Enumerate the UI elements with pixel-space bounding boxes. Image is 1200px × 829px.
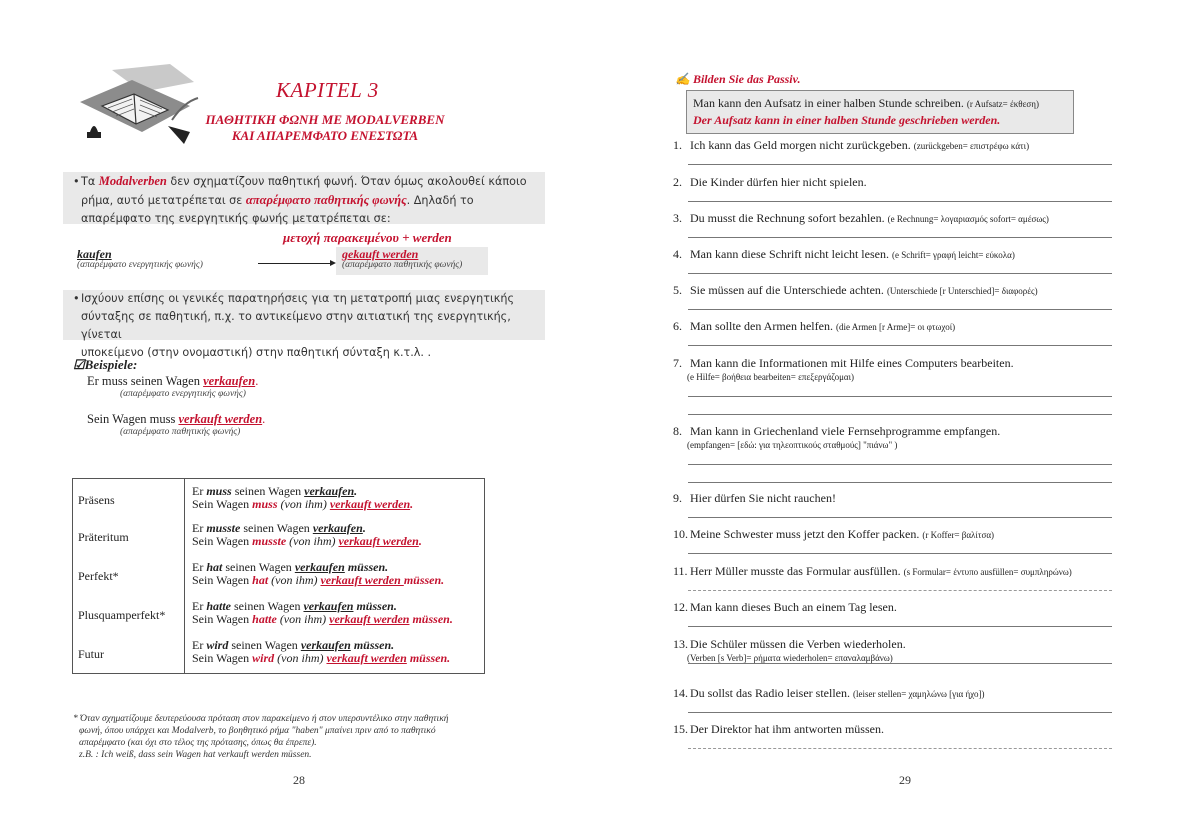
text: Sein Wagen <box>192 533 253 548</box>
chapter-title: KAPITEL 3 <box>276 78 379 102</box>
item-number: 7. <box>673 356 682 370</box>
passive-sentence <box>192 535 483 548</box>
tense-name: Plusquamperfekt* <box>73 596 185 635</box>
item-number: 13. <box>673 637 688 651</box>
text: Sein Wagen <box>192 497 253 511</box>
text: . <box>262 412 266 426</box>
answer-line[interactable] <box>688 590 1112 591</box>
item-number: 5. <box>673 283 682 297</box>
text: (von ihm) <box>286 533 339 548</box>
example-active-note: (απαρέμφατο ενεργητικής φωνής) <box>120 389 246 399</box>
text: müssen. <box>344 559 389 574</box>
red-verb: verkaufen <box>203 374 256 388</box>
beispiele-heading <box>73 357 137 373</box>
emphasis-modalverben: Modalverben <box>98 174 167 188</box>
modal-verb: musste <box>206 520 241 535</box>
answer-line[interactable] <box>688 482 1112 483</box>
participle-werden-label: μετοχή παρακειμένου + werden <box>283 230 452 245</box>
item-sentence: Man kann die Informationen mit Hilfe eines Computers bearbeiten. <box>690 356 1014 370</box>
answer-line[interactable] <box>688 396 1112 397</box>
text: müssen. <box>353 598 397 613</box>
passive-sentence <box>192 574 483 587</box>
text: . Δηλαδή το <box>406 194 474 207</box>
kaufen-word: kaufen <box>77 247 112 261</box>
pencil-icon: ✍ <box>675 72 690 86</box>
item-number: 11. <box>673 564 688 578</box>
text: Er <box>192 637 207 652</box>
check-box-icon: ☑ <box>73 357 85 372</box>
text: Ισχύουν επίσης οι γενικές παρατηρήσεις για τη μετατροπή μιας ενεργητικής <box>81 292 515 305</box>
item-number: 12. <box>673 600 688 614</box>
passive-sentence <box>192 613 483 626</box>
example-passive <box>87 412 265 427</box>
passive-sentence <box>192 498 483 511</box>
example-box <box>686 90 1074 134</box>
text: . <box>418 533 422 548</box>
footnote-line: φωνή, όπου υπάρχει και Modalverb, το βοηθητικό ρήμα "haben" μπαίνει πριν από το παθητικό <box>79 726 436 736</box>
item-sentence: Die Schüler müssen die Verben wiederholen. <box>690 637 906 651</box>
modal-verb: hatte <box>206 598 231 613</box>
beispiele-label: Beispiele: <box>84 357 138 372</box>
exercise-heading <box>675 72 801 87</box>
item-sentence: Meine Schwester muss jetzt den Koffer packen. <box>690 527 920 541</box>
answer-line[interactable] <box>688 414 1112 415</box>
chapter-subtitle-line1: ΠΑΘΗΤΙΚΗ ΦΩΝΗ ΜΕ MODALVERBEN <box>205 112 445 127</box>
text: υποκείμενο (στην ονομαστική) στην παθητική σύνταξη κ.τ.λ. . <box>81 346 432 359</box>
bullet-modalverben <box>63 172 545 224</box>
example-passive-note: (απαρέμφατο παθητικής φωνής) <box>120 427 241 437</box>
item-number: 8. <box>673 424 682 438</box>
text: (von ihm) <box>268 572 321 587</box>
item-number: 15. <box>673 722 688 736</box>
text: Sein Wagen <box>192 650 253 665</box>
tense-row <box>73 518 485 557</box>
answer-line[interactable] <box>688 201 1112 202</box>
exercise-item <box>673 722 1113 737</box>
text: seinen Wagen <box>240 520 313 535</box>
item-note: (s Formular= έντυπο ausfüllen= συμπληρώνω) <box>903 567 1072 577</box>
item-number: 6. <box>673 319 682 333</box>
answer-line[interactable] <box>688 345 1112 346</box>
item-number: 9. <box>673 491 682 505</box>
passive-infinitive-note: (απαρέμφατο παθητικής φωνής) <box>342 260 463 270</box>
tense-row <box>73 635 485 674</box>
exercise-item <box>673 637 1113 664</box>
infinitive: verkaufen <box>304 484 355 498</box>
item-note: (leiser stellen= χαμηλώνω [για ήχο]) <box>852 689 985 699</box>
text: müssen. <box>350 637 395 652</box>
text: σύνταξης σε παθητική, π.χ. το αντικείμενο στην αιτιατική της ενεργητικής, γίνεται <box>81 310 511 341</box>
exercise-item <box>673 138 1113 154</box>
tense-examples <box>185 635 485 674</box>
tense-examples <box>185 557 485 596</box>
active-infinitive-block <box>77 247 203 270</box>
text: (von ihm) <box>274 650 327 665</box>
modal-verb: muss <box>206 484 232 498</box>
text: δεν σχηματίζουν παθητική φωνή. Όταν όμως ακολουθεί κάποιο <box>166 175 527 188</box>
item-sentence: Sie müssen auf die Unterschiede achten. <box>690 283 884 297</box>
books-and-inkpot-illustration <box>72 62 202 148</box>
example-note: (r Aufsatz= έκθεση) <box>966 99 1039 109</box>
text: müssen. <box>403 572 445 587</box>
passive-infinitive: verkauft werden <box>326 650 407 665</box>
page-number: 29 <box>899 773 911 787</box>
item-sentence: Der Direktor hat ihm antworten müssen. <box>690 722 884 736</box>
item-note: (Unterschiede [r Unterschied]= διαφορές) <box>886 286 1038 296</box>
passive-infinitive: verkauft werden <box>329 611 410 626</box>
text: . <box>410 497 414 511</box>
text: Er <box>192 520 207 535</box>
exercise-item <box>673 600 1113 615</box>
right-page <box>600 0 1200 829</box>
tense-examples <box>185 596 485 635</box>
exercise-heading-label: Bilden Sie das Passiv. <box>692 72 801 86</box>
tense-name: Perfekt* <box>73 557 185 596</box>
chapter-subtitle <box>205 112 445 144</box>
tense-name: Präteritum <box>73 518 185 557</box>
bullet-general-remarks <box>63 290 545 359</box>
exercise-item <box>673 564 1113 580</box>
item-number: 14. <box>673 686 688 700</box>
answer-line[interactable] <box>688 237 1112 238</box>
exercise-item <box>673 527 1113 543</box>
tense-row <box>73 479 485 518</box>
text: Er <box>192 598 207 613</box>
item-note: (e Rechnung= λογαριασμός sofort= αμέσως) <box>887 214 1049 224</box>
item-number: 2. <box>673 175 682 189</box>
modal-verb: hatte <box>252 611 277 626</box>
infinitive: verkaufen <box>312 520 363 535</box>
item-sentence: Man kann diese Schrift nicht leicht lesen. <box>690 247 889 261</box>
text: (von ihm) <box>276 611 330 626</box>
tense-name: Futur <box>73 635 185 674</box>
exercise-item <box>673 283 1113 299</box>
item-sentence: Man kann dieses Buch an einem Tag lesen. <box>690 600 897 614</box>
exercise-item <box>673 319 1113 335</box>
bullet-dot: • <box>73 175 80 188</box>
answer-line[interactable] <box>688 464 1112 465</box>
text: Sein Wagen <box>192 572 253 587</box>
tense-examples <box>185 518 485 557</box>
text: seinen Wagen <box>231 484 305 498</box>
gekauft-werden-word: gekauft werden <box>342 247 419 261</box>
page-number: 28 <box>293 773 305 787</box>
chapter-subtitle-line2: ΚΑΙ ΑΠΑΡΕΜΦΑΤΟ ΕΝΕΣΤΩΤΑ <box>231 128 419 143</box>
example-sentence: Man kann den Aufsatz in einer halben Stunde schreiben. <box>693 96 964 110</box>
item-sentence: Ich kann das Geld morgen nicht zurückgeben. <box>690 138 911 152</box>
item-sentence: Du musst die Rechnung sofort bezahlen. <box>690 211 885 225</box>
answer-line[interactable] <box>688 553 1112 554</box>
item-note: (Verben [s Verb]= ρήματα wiederholen= επαναλαμβάνω) <box>687 653 893 663</box>
emphasis-passive-infinitive: απαρέμφατο παθητικής φωνής <box>245 193 407 207</box>
passive-infinitive-block <box>336 247 488 275</box>
answer-line[interactable] <box>688 712 1112 713</box>
answer-line[interactable] <box>688 626 1112 627</box>
item-sentence: Man kann in Griechenland viele Fernsehprogramme empfangen. <box>690 424 1001 438</box>
item-sentence: Hier dürfen Sie nicht rauchen! <box>690 491 836 505</box>
text: . <box>354 484 358 498</box>
exercise-item <box>673 356 1113 383</box>
footnote <box>73 713 493 761</box>
exercise-item <box>673 424 1113 451</box>
text: seinen Wagen <box>222 559 295 574</box>
exercise-item <box>673 247 1113 263</box>
modal-verb: muss <box>252 497 278 511</box>
tense-row <box>73 557 485 596</box>
text: müssen. <box>409 611 453 626</box>
footnote-line: z.B. : Ich weiß, dass sein Wagen hat verkauft werden müssen. <box>79 750 312 760</box>
active-infinitive-note: (απαρέμφατο ενεργητικής φωνής) <box>77 260 203 270</box>
answer-line[interactable] <box>688 748 1112 749</box>
exercise-item <box>673 686 1113 702</box>
item-number: 3. <box>673 211 682 225</box>
footnote-line: * Όταν σχηματίζουμε δευτερεύουσα πρόταση στον παρακείμενο ή στον υπερσυντέλικο στην παθητική <box>73 714 449 724</box>
item-note: (r Koffer= βαλίτσα) <box>922 530 995 540</box>
item-sentence: Man sollte den Armen helfen. <box>690 319 833 333</box>
passive-sentence <box>192 652 483 665</box>
text: Sein Wagen muss <box>87 412 179 426</box>
arrow-right-icon <box>258 263 334 264</box>
answer-line[interactable] <box>688 517 1112 518</box>
item-number: 10. <box>673 527 688 541</box>
text: . <box>255 374 259 388</box>
item-number: 1. <box>673 138 682 152</box>
item-note: (zurückgeben= επιστρέφω κάτι) <box>913 141 1030 151</box>
text: Er muss seinen Wagen <box>87 374 204 388</box>
text: Sein Wagen <box>192 611 253 626</box>
tense-examples <box>185 479 485 518</box>
answer-line[interactable] <box>688 663 1112 664</box>
text: (von ihm) <box>277 497 330 511</box>
text: seinen Wagen <box>228 637 301 652</box>
exercise-item <box>673 491 1113 506</box>
tenses-table <box>72 478 485 674</box>
item-note: (e Schrift= γραφή leicht= εύκολα) <box>891 250 1015 260</box>
infinitive: verkaufen <box>300 637 351 652</box>
item-note: (die Armen [r Arme]= οι φτωχοί) <box>835 322 956 332</box>
footnote-line: απαρέμφατο (και όχι στο τέλος της πρότασης, όπως θα έπρεπε). <box>79 738 317 748</box>
item-number: 4. <box>673 247 682 261</box>
modal-verb: wird <box>252 650 275 665</box>
exercise-item <box>673 175 1113 190</box>
tense-name: Präsens <box>73 479 185 518</box>
text: Er <box>192 559 207 574</box>
tense-row <box>73 596 485 635</box>
item-sentence: Herr Müller musste das Formular ausfüllen. <box>690 564 901 578</box>
example-active <box>87 374 258 389</box>
item-sentence: Du sollst das Radio leiser stellen. <box>690 686 850 700</box>
infinitive: verkaufen <box>303 598 354 613</box>
text: Er <box>192 484 207 498</box>
red-verb: verkauft werden <box>178 412 263 426</box>
answer-line[interactable] <box>688 164 1112 165</box>
text: seinen Wagen <box>231 598 304 613</box>
item-sentence: Die Kinder dürfen hier nicht spielen. <box>690 175 867 189</box>
modal-verb: hat <box>206 559 223 574</box>
example-answer: Der Aufsatz kann in einer halben Stunde geschrieben werden. <box>693 113 1001 127</box>
text: . <box>362 520 366 535</box>
text: απαρέμφατο της ενεργητικής φωνής μετατρέπεται σε: <box>81 212 391 225</box>
item-note: (e Hilfe= βοήθεια bearbeiten= επεξεργάζομαι) <box>687 372 855 382</box>
modal-verb: musste <box>252 533 287 548</box>
modal-verb: wird <box>206 637 229 652</box>
text: Τα <box>81 175 99 188</box>
passive-infinitive: verkauft werden <box>329 497 411 511</box>
answer-line[interactable] <box>688 273 1112 274</box>
answer-line[interactable] <box>688 309 1112 310</box>
modal-verb: hat <box>252 572 269 587</box>
text: müssen. <box>406 650 451 665</box>
passive-infinitive: verkauft werden <box>338 533 419 548</box>
passive-infinitive: verkauft werden <box>320 572 404 587</box>
exercise-item <box>673 211 1113 227</box>
bullet-dot: • <box>73 292 80 305</box>
item-note: (empfangen= [εδώ: για τηλεοπτικούς σταθμούς] "πιάνω" ) <box>687 440 898 450</box>
text: ρήμα, αυτό μετατρέπεται σε <box>81 194 246 207</box>
infinitive: verkaufen <box>294 559 345 574</box>
